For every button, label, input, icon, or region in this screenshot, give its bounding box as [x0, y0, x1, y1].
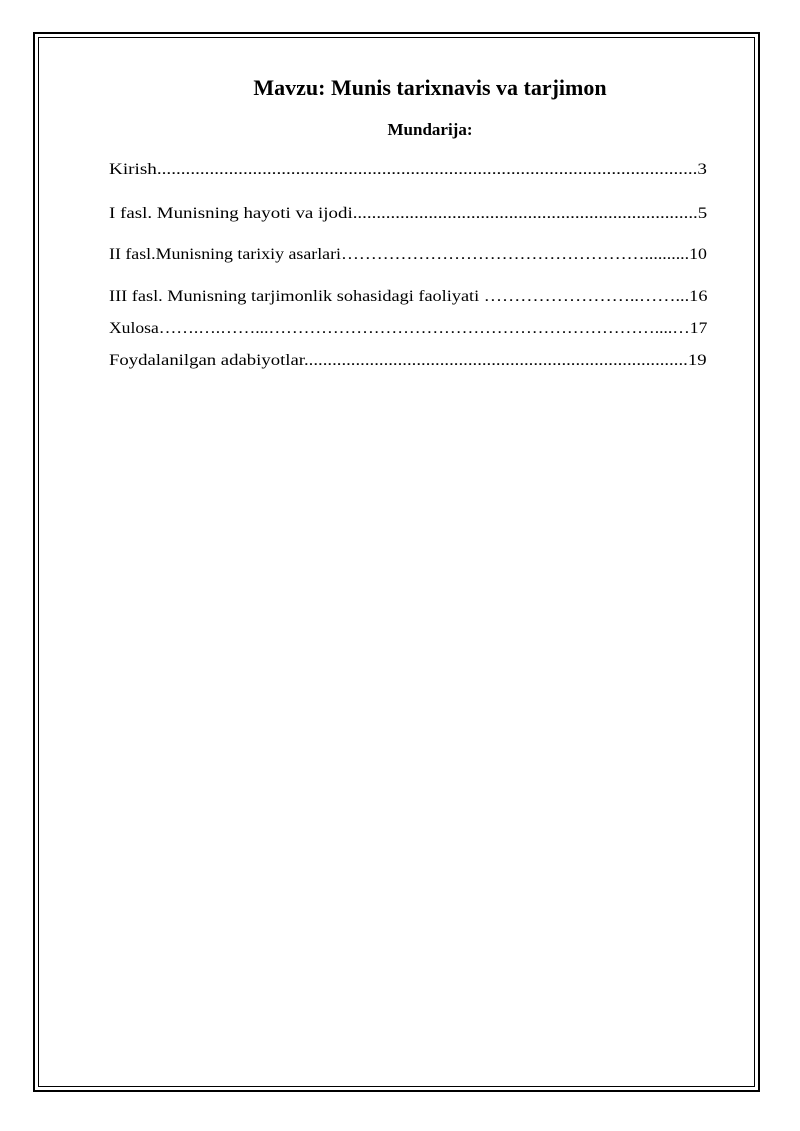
- toc-entry-xulosa: Xulosa…….….……...…………………………………………………………....…17: [109, 320, 708, 337]
- toc-entry-fasl-1: I fasl. Munisning hayoti va ijodi.........................................................................5: [109, 205, 708, 222]
- toc-heading: Mundarija:: [387, 120, 473, 139]
- document-title: Mavzu: Munis tarixnavis va tarjimon: [253, 75, 607, 100]
- page-border-inner: [38, 37, 755, 1087]
- toc-entry-adabiyotlar: Foydalanilgan adabiyotlar..................................................................................19: [109, 352, 707, 369]
- toc-entry-kirish: Kirish.................................................................................................................3: [109, 161, 707, 178]
- toc-entry-fasl-3: III fasl. Munisning tarjimonlik sohasidagi faoliyati ……………………..……...16: [109, 288, 708, 305]
- toc-entry-fasl-2: II fasl.Munisning tarixiy asarlari……………………………………………..........10: [109, 246, 707, 263]
